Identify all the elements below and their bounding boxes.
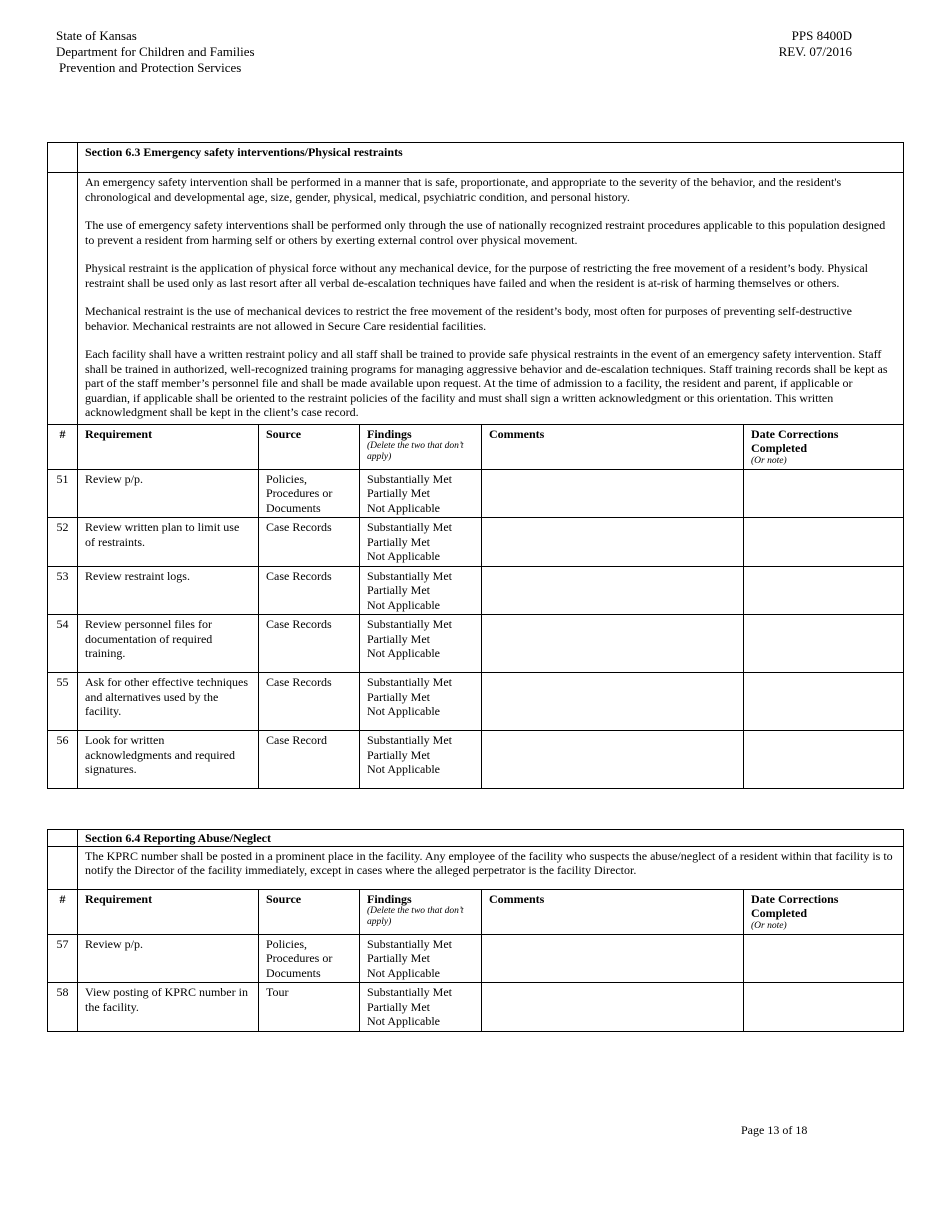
description-paragraph: Mechanical restraint is the use of mechanical devices to restrict the free movement of the resident’s body, most often for purposes of preventing self-destructive behavior. Mechanical restraints are not allowed in Secure Care residential facilities. <box>85 304 852 333</box>
table-row <box>48 673 904 731</box>
row-requirement: Review restraint logs. <box>78 566 259 615</box>
col-requirement-header: Requirement <box>78 889 259 934</box>
col-comments-header: Comments <box>482 889 744 934</box>
blank-cell <box>48 173 78 425</box>
blank-cell <box>48 830 78 847</box>
table-row <box>48 566 904 615</box>
section-title: Section 6.4 Reporting Abuse/Neglect <box>78 830 904 847</box>
header-department: Department for Children and Families <box>56 44 255 59</box>
section-description: The KPRC number shall be posted in a prominent place in the facility. Any employee of the facility who suspects the abuse/neglect of a resident within that facility is to notify the Director of the facility immediately, except in cases where the alleged perpetrator is the facility Director. <box>78 846 904 889</box>
row-findings: Substantially Met Partially Met Not Applicable <box>360 518 482 567</box>
row-comments[interactable] <box>482 934 744 983</box>
row-date-corrections[interactable] <box>744 673 904 731</box>
table-row <box>48 615 904 673</box>
row-findings: Substantially Met Partially Met Not Applicable <box>360 615 482 673</box>
row-requirement: Review p/p. <box>78 934 259 983</box>
row-date-corrections[interactable] <box>744 469 904 518</box>
table-row <box>48 731 904 789</box>
row-date-corrections[interactable] <box>744 934 904 983</box>
header-right <box>779 28 852 60</box>
row-requirement: Look for written acknowledgments and required signatures. <box>78 731 259 789</box>
row-source: Case Records <box>259 615 360 673</box>
col-comments-header: Comments <box>482 424 744 469</box>
row-source: Case Records <box>259 566 360 615</box>
table-row <box>48 469 904 518</box>
row-requirement: Review p/p. <box>78 469 259 518</box>
col-num-header: # <box>48 424 78 469</box>
row-findings: Substantially Met Partially Met Not Applicable <box>360 469 482 518</box>
blank-cell <box>48 846 78 889</box>
row-comments[interactable] <box>482 673 744 731</box>
row-comments[interactable] <box>482 731 744 789</box>
section-title: Section 6.3 Emergency safety interventions/Physical restraints <box>78 143 904 173</box>
col-source-header: Source <box>259 889 360 934</box>
row-number: 51 <box>48 469 78 518</box>
form-number: PPS 8400D <box>791 28 852 43</box>
table-row <box>48 983 904 1032</box>
row-date-corrections[interactable] <box>744 983 904 1032</box>
col-date-header: Date Corrections Completed (Or note) <box>744 889 904 934</box>
row-comments[interactable] <box>482 469 744 518</box>
header-left <box>56 28 255 76</box>
column-header-row <box>48 889 904 934</box>
description-paragraph: Physical restraint is the application of physical force without any mechanical device, for the purpose of restricting the free movement of a resident’s body. Physical restraint shall be used only as last resort after all verbal de-escalation techniques have failed and when the resident is at-risk of harming themselves or others. <box>85 261 868 290</box>
row-requirement: Ask for other effective techniques and alternatives used by the facility. <box>78 673 259 731</box>
row-date-corrections[interactable] <box>744 518 904 567</box>
row-number: 57 <box>48 934 78 983</box>
row-number: 55 <box>48 673 78 731</box>
row-findings: Substantially Met Partially Met Not Applicable <box>360 934 482 983</box>
description-paragraph: The use of emergency safety interventions shall be performed only through the use of nationally recognized restraint procedures applicable to this population designed to prevent a resident from harming self or others by exerting external control over physical movement. <box>85 218 886 247</box>
col-source-header: Source <box>259 424 360 469</box>
table-row <box>48 934 904 983</box>
row-number: 58 <box>48 983 78 1032</box>
row-date-corrections[interactable] <box>744 615 904 673</box>
description-paragraph: Each facility shall have a written restraint policy and all staff shall be trained to provide safe physical restraints in the event of an emergency safety intervention. Staff shall be trained in authorized, well-recognized training programs for managing aggressive behavior and de-escalation techniques. Staff training records shall be kept as part of the staff member’s personnel file and shall be made available upon request. At the time of admission to a facility, the resident and parent, if applicable or guardian, if applicable shall be oriented to the restraint policies of the facility and must shall sign a written acknowledgment or this orientation. This written acknowledgment shall be kept in the client’s case record. <box>85 347 888 419</box>
row-number: 53 <box>48 566 78 615</box>
row-requirement: View posting of KPRC number in the facility. <box>78 983 259 1032</box>
col-findings-header: Findings (Delete the two that don’t apply) <box>360 889 482 934</box>
header-state: State of Kansas <box>56 28 137 43</box>
row-findings: Substantially Met Partially Met Not Applicable <box>360 731 482 789</box>
section-6-4-table <box>47 829 904 1032</box>
row-source: Tour <box>259 983 360 1032</box>
row-number: 54 <box>48 615 78 673</box>
row-findings: Substantially Met Partially Met Not Applicable <box>360 983 482 1032</box>
row-findings: Substantially Met Partially Met Not Applicable <box>360 673 482 731</box>
col-findings-header: Findings (Delete the two that don’t apply) <box>360 424 482 469</box>
row-number: 56 <box>48 731 78 789</box>
row-findings: Substantially Met Partially Met Not Applicable <box>360 566 482 615</box>
section-description <box>78 173 904 425</box>
page-number: Page 13 of 18 <box>741 1123 808 1137</box>
row-requirement: Review personnel files for documentation of required training. <box>78 615 259 673</box>
blank-cell <box>48 143 78 173</box>
description-paragraph: An emergency safety intervention shall be performed in a manner that is safe, proportionate, and appropriate to the severity of the behavior, and the resident's chronological and developmental age, size, gender, physical, medical, psychiatric condition, and personal history. <box>85 175 842 204</box>
row-comments[interactable] <box>482 518 744 567</box>
revision-date: REV. 07/2016 <box>778 44 852 59</box>
row-comments[interactable] <box>482 566 744 615</box>
row-comments[interactable] <box>482 983 744 1032</box>
col-requirement-header: Requirement <box>78 424 259 469</box>
row-source: Case Record <box>259 731 360 789</box>
row-requirement: Review written plan to limit use of restraints. <box>78 518 259 567</box>
row-source: Case Records <box>259 518 360 567</box>
column-header-row <box>48 424 904 469</box>
section-6-3-table <box>47 142 904 789</box>
header-division: Prevention and Protection Services <box>59 60 242 75</box>
table-row <box>48 518 904 567</box>
col-date-header: Date Corrections Completed (Or note) <box>744 424 904 469</box>
row-date-corrections[interactable] <box>744 731 904 789</box>
row-date-corrections[interactable] <box>744 566 904 615</box>
row-source: Case Records <box>259 673 360 731</box>
col-num-header: # <box>48 889 78 934</box>
row-number: 52 <box>48 518 78 567</box>
row-source: Policies, Procedures or Documents <box>259 469 360 518</box>
row-source: Policies, Procedures or Documents <box>259 934 360 983</box>
row-comments[interactable] <box>482 615 744 673</box>
